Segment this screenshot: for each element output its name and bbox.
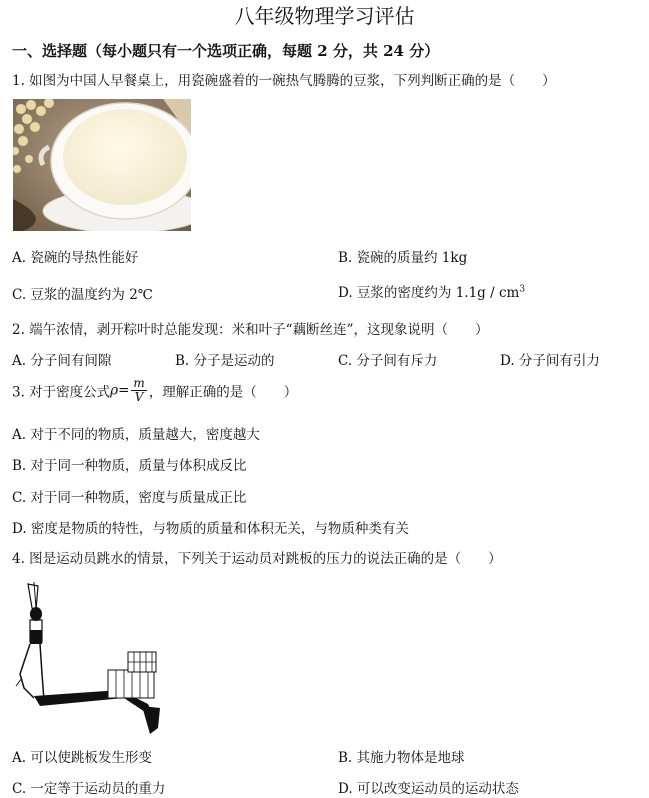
q2-option-d: D. 分子间有引力 [500,353,600,369]
q1-option-b: B. 瓷碗的质量约 1kg [338,250,468,266]
q3-option-d: D. 密度是物质的特性，与物质的质量和体积无关，与物质种类有关 [12,521,409,537]
diver-on-springboard-drawing [12,578,162,736]
q3-option-c: C. 对于同一种物质，密度与质量成正比 [12,490,247,506]
question-3-stem: 3. 对于密度公式ρ= $\frac{m}{V}$ ，理解正确的是（ ） [12,376,298,404]
section-heading: 一、选择题（每小题只有一个选项正确，每题 2 分，共 24 分） [12,42,440,60]
q3-option-a: A. 对于不同的物质，质量越大，密度越大 [12,427,260,443]
q4-option-d: D. 可以改变运动员的运动状态 [338,781,519,797]
question-2-stem: 2. 端午浓情，剥开粽叶时总能发现：米和叶子“藕断丝连”，这现象说明（ ） [12,322,489,338]
density-symbol: ρ [110,382,119,399]
q1-option-d: D. 豆浆的密度约为 $1.1g / cm^3$ [338,284,526,301]
q2-option-a: A. 分子间有间隙 [12,353,112,369]
q2-option-b: B. 分子是运动的 [175,353,275,369]
question-1-stem: 1. 如图为中国人早餐桌上，用瓷碗盛着的一碗热气腾腾的豆浆，下列判断正确的是（ ） [12,73,556,89]
page-title: 八年级物理学习评估 [234,4,415,28]
q4-option-a: A. 可以使跳板发生形变 [12,750,152,766]
q4-option-b: B. 其施力物体是地球 [338,750,465,766]
density-formula-fraction: $\frac{m}{V}$ [133,376,145,404]
q2-option-c: C. 分子间有斥力 [338,353,438,369]
q1-option-c: C. 豆浆的温度约为 2℃ [12,287,153,303]
q1-option-a: A. 瓷碗的导热性能好 [12,250,139,266]
soy-milk-bowl-photo [13,99,191,231]
q3-option-b: B. 对于同一种物质，质量与体积成反比 [12,458,247,474]
q4-option-c: C. 一定等于运动员的重力 [12,781,166,797]
question-4-stem: 4. 图是运动员跳水的情景，下列关于运动员对跳板的压力的说法正确的是（ ） [12,551,502,567]
